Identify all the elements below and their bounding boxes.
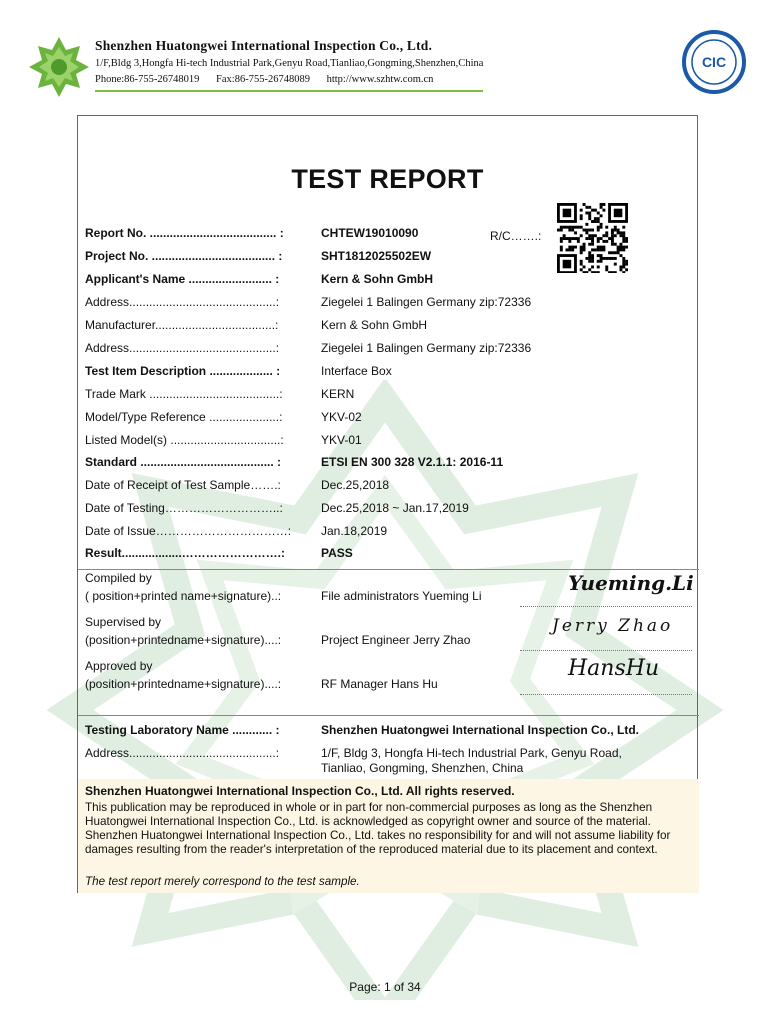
copyright-title: Shenzhen Huatongwei International Inspection Co., Ltd. All rights reserved.	[85, 784, 515, 798]
field-value: Jan.18,2019	[321, 524, 388, 538]
field-label: Report No. ...................................... :	[85, 226, 284, 240]
fax: Fax:86-755-26748089	[216, 74, 310, 85]
signature-label: Compiled by	[85, 571, 152, 585]
signature-value: File administrators Yueming Li	[321, 589, 482, 603]
signature-line	[520, 694, 692, 695]
field-label: Test Item Description ................... :	[85, 364, 281, 378]
field-label: Date of Receipt of Test Sample…….:	[85, 478, 281, 492]
page-title: TEST REPORT	[291, 164, 484, 194]
field-value: YKV-01	[321, 433, 362, 447]
field-label: Address............................................:	[85, 341, 280, 355]
letterhead	[28, 28, 748, 98]
field-value: Dec.25,2018 ~ Jan.17,2019	[321, 501, 469, 515]
field-label: Standard ........................................ :	[85, 455, 282, 469]
signature-value: RF Manager Hans Hu	[321, 677, 438, 691]
field-value: Interface Box	[321, 364, 392, 378]
company-logo-icon	[28, 36, 90, 98]
signature-sublabel: (position+printedname+signature)....:	[85, 677, 282, 691]
field-value: PASS	[321, 546, 353, 560]
header-divider	[95, 90, 483, 92]
signature-value: Project Engineer Jerry Zhao	[321, 633, 471, 647]
cic-logo-text: CIC	[701, 54, 727, 70]
rc-label: R/C…….:	[490, 229, 542, 243]
company-name: Shenzhen Huatongwei International Inspection Co., Ltd.	[95, 38, 433, 53]
field-value: Dec.25,2018	[321, 478, 390, 492]
divider	[78, 715, 699, 716]
field-value: KERN	[321, 387, 355, 401]
page-number: Page: 1 of 34	[349, 980, 421, 994]
signature-sublabel: ( position+printed name+signature)..:	[85, 589, 282, 603]
report-form	[77, 115, 698, 893]
signature-line	[520, 650, 692, 651]
field-label: Listed Model(s) .................................:	[85, 433, 284, 447]
signature-yueming-li: Yueming.Li	[568, 571, 694, 595]
signature-line	[520, 606, 692, 607]
lab-name-label: Testing Laboratory Name ............ :	[85, 723, 280, 737]
phone: Phone:86-755-26748019	[95, 74, 200, 85]
lab-name-value: Shenzhen Huatongwei International Inspection Co., Ltd.	[321, 723, 640, 737]
field-value: SHT1812025502EW	[321, 249, 432, 263]
company-contact	[95, 74, 447, 85]
field-value: Kern & Sohn GmbH	[321, 272, 434, 286]
field-label: Manufacturer....................................:	[85, 318, 279, 332]
field-label: Applicant's Name ......................... :	[85, 272, 280, 286]
copyright-notice	[78, 779, 699, 893]
lab-address-label: Address............................................:	[85, 746, 280, 760]
field-label: Result..................…………………….:	[85, 546, 286, 560]
divider	[78, 569, 699, 570]
signature-label: Approved by	[85, 659, 153, 673]
lab-address-line2: Tianliao, Gongming, Shenzhen, China	[321, 761, 524, 775]
field-value: CHTEW19010090	[321, 226, 419, 240]
field-label: Address............................................:	[85, 295, 280, 309]
company-address: 1/F,Bldg 3,Hongfa Hi-tech Industrial Park,Genyu Road,Tianliao,Gongming,Shenzhen,China	[95, 58, 484, 69]
copyright-note: The test report merely correspond to the test sample.	[85, 875, 360, 888]
field-label: Date of Testing………………………..:	[85, 501, 283, 515]
field-label: Date of Issue……………………………:	[85, 524, 292, 538]
website: http://www.szhtw.com.cn	[326, 74, 434, 85]
copyright-text: This publication may be reproduced in whole or in part for non-commercial purposes as long as the Shenzhen Huatongwei International Inspection Co., Ltd. is acknowledged as copyright owner and source of the material. Shenzhen Huatongwei International Inspection Co., Ltd. takes no responsibility for and will not assume liability for damages resulting from the reader's interpretation of the reproduced material due to its placement and context.	[85, 801, 671, 856]
field-value: ETSI EN 300 328 V2.1.1: 2016-11	[321, 455, 504, 469]
field-value: Ziegelei 1 Balingen Germany zip:72336	[321, 295, 532, 309]
signature-jerry-zhao: Jerry Zhao	[552, 616, 674, 636]
signature-label: Supervised by	[85, 615, 162, 629]
field-value: Kern & Sohn GmbH	[321, 318, 428, 332]
field-value: Ziegelei 1 Balingen Germany zip:72336	[321, 341, 532, 355]
field-value: YKV-02	[321, 410, 362, 424]
field-label: Project No. ..................................... :	[85, 249, 283, 263]
signature-hans-hu: HansHu	[568, 656, 660, 681]
field-label: Model/Type Reference .....................:	[85, 410, 283, 424]
field-label: Trade Mark .......................................:	[85, 387, 283, 401]
qr-code-icon	[557, 203, 628, 273]
signature-sublabel: (position+printedname+signature)....:	[85, 633, 282, 647]
lab-address-line1: 1/F, Bldg 3, Hongfa Hi-tech Industrial Park, Genyu Road,	[321, 746, 622, 760]
cic-logo-icon	[680, 28, 748, 96]
